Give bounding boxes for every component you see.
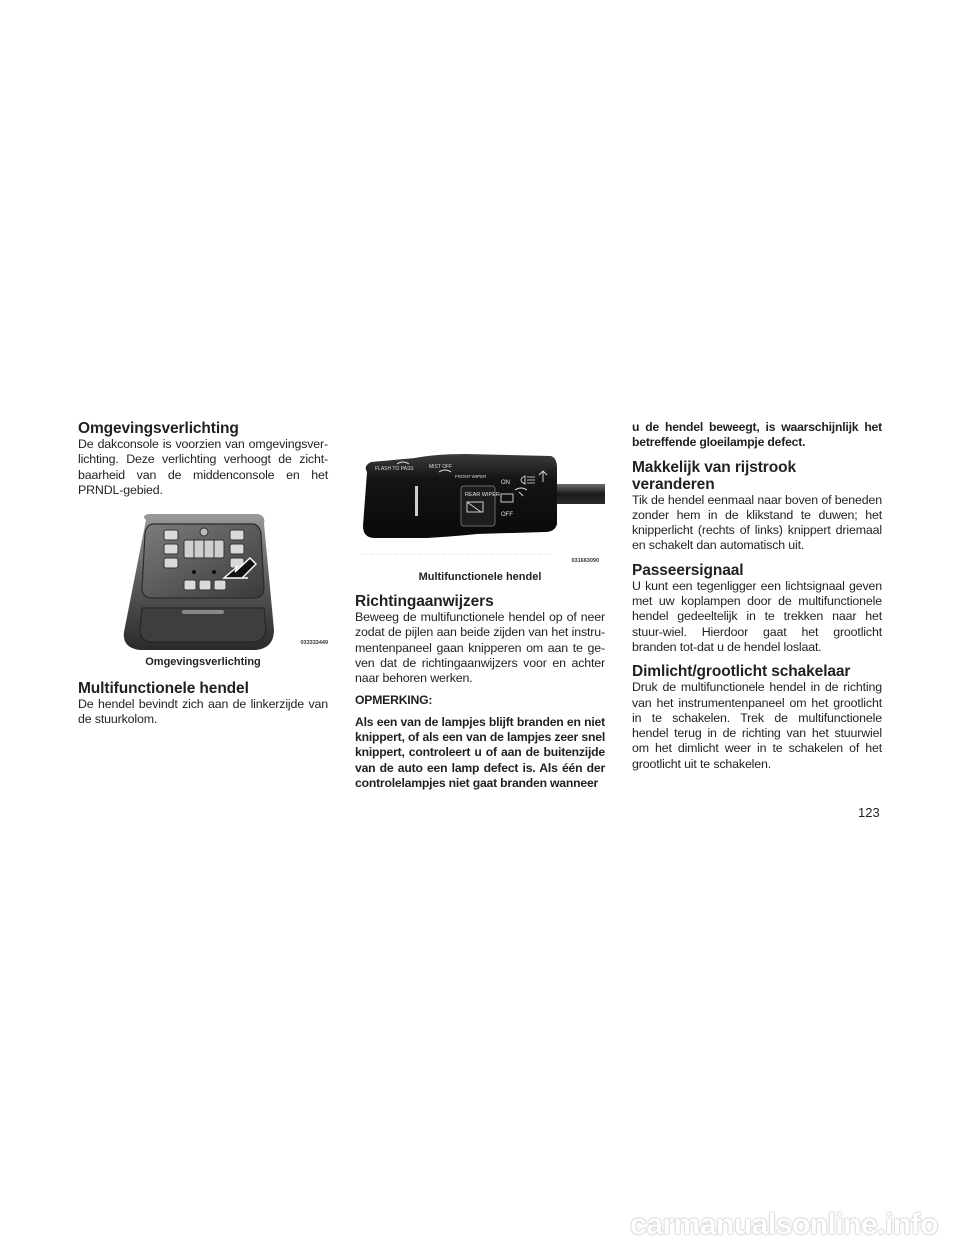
paragraph-multifunctionele-hendel: De hendel bevindt zich aan de linkerzijde van de stuurkolom. [78, 697, 328, 727]
figure-code: 031663090 [571, 558, 599, 564]
lever-label-off: OFF [501, 512, 513, 518]
overhead-console-illustration [78, 512, 328, 652]
column-right [632, 420, 882, 772]
figure-multifunction-lever [355, 420, 605, 565]
column-left [78, 420, 328, 728]
paragraph-rijstrook: Tik de hendel eenmaal naar boven of beneden zonder hem in de klikstand te duwen; het knipperlicht (rechts of links) knippert driemaal en schakelt dan automatisch uit. [632, 492, 882, 553]
multifunction-lever-illustration [355, 420, 605, 565]
column-middle [355, 420, 605, 791]
figure-caption: Multifunctionele hendel [418, 571, 542, 583]
watermark-text: carmanualsonline.info [630, 1208, 938, 1241]
footer-watermark [0, 1206, 960, 1242]
heading-passeersignaal: Passeersignaal [632, 561, 744, 579]
lever-label-on: ON [501, 480, 510, 486]
note-label: OPMERKING: [355, 693, 433, 708]
heading-richtingaanwijzers: Richtingaanwijzers [355, 593, 494, 610]
paragraph-omgevingsverlichting: De dakconsole is voorzien van omgevingsver-lichting. Deze verlichting verhoogt de zicht-baarheid van de middenconsole en het PRNDL-gebied. [78, 437, 328, 497]
note-text-continued: u de hendel beweegt, is waarschijnlijk het betreffende gloeilampje defect. [632, 420, 882, 450]
lever-label-front: FRONT WIPER [455, 474, 487, 479]
lever-label-flash: FLASH TO PASS [375, 466, 414, 472]
paragraph-passeersignaal: U kunt een tegenligger een lichtsignaal geven met uw koplampen door de multifunctionele hendel gedeeltelijk in te trekken naar het stuur-wiel. Hierdoor gaat het grootlicht branden tot-dat u de hendel loslaat. [632, 578, 882, 654]
lever-label-mist: MIST OFF [429, 464, 453, 470]
paragraph-richtingaanwijzers: Beweeg de multifunctionele hendel op of neer zodat de pijlen aan beide zijden van het instru-mentenpaneel gaan knipperen om aan te ge-ven dat de richtingaanwijzers voor en achter naar behoren werken. [355, 610, 605, 686]
heading-omgevingsverlichting: Omgevingsverlichting [78, 420, 239, 437]
figure-code: 033333449 [300, 640, 328, 647]
paragraph-dimlicht: Druk de multifunctionele hendel in de richting van het instrumentenpaneel om het grootlicht in te schakelen. Trek de multifunctionele hendel terug in de richting van het stuurwiel om het dimlicht weer in te schakelen of het grootlicht uit te schakelen. [632, 680, 882, 771]
heading-multifunctionele-hendel: Multifunctionele hendel [78, 680, 249, 698]
note-text: Als een van de lampjes blijft branden en niet knippert, of als een van de lampjes zeer snel knippert, controleert u of aan de buitenzijde van de auto een lamp defect is. Als één der controlelampjes niet gaat branden wanneer [355, 714, 605, 790]
figure-caption: Omgevingsverlichting [145, 656, 261, 669]
heading-rijstrook: Makkelijk van rijstrook veranderen [632, 458, 796, 493]
heading-dimlicht: Dimlicht/grootlicht schakelaar [632, 663, 851, 681]
figure-overhead-console [78, 512, 328, 652]
lever-label-rear: REAR WIPER [465, 492, 500, 498]
page-number: 123 [858, 805, 880, 820]
